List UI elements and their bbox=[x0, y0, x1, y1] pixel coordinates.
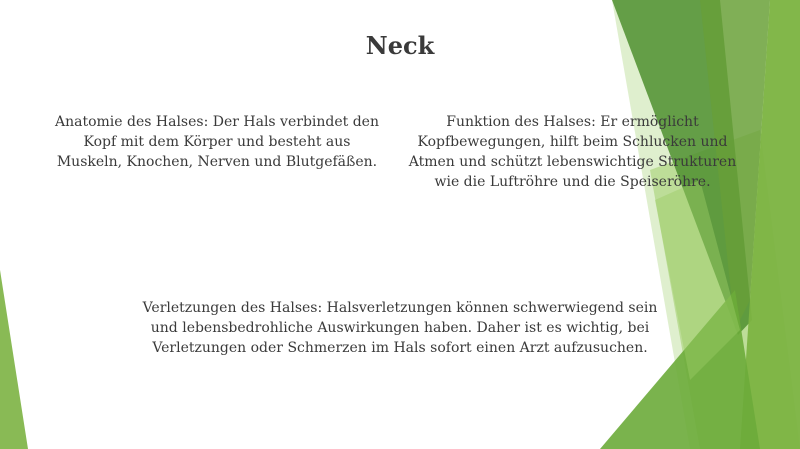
function-text: Funktion des Halses: Er ermöglicht Kopfbewegungen, hilft beim Schlucken und Atmen und schützt lebenswichtige Strukturen wie die Luftröhre und die Speiseröhre. bbox=[408, 114, 737, 190]
slide-title: Neck bbox=[365, 31, 435, 60]
anatomy-text: Anatomie des Halses: Der Hals verbindet den Kopf mit dem Körper und besteht aus Muskeln, Knochen, Nerven und Blutgefäßen. bbox=[54, 114, 379, 170]
injuries-text: Verletzungen des Halses: Halsverletzungen können schwerwiegend sein und lebensbedrohliche Auswirkungen haben. Daher ist es wichtig, bei Verletzungen oder Schmerzen im Hals sofort einen Arzt aufzusuchen. bbox=[142, 300, 658, 356]
left-edge-facet bbox=[0, 270, 28, 449]
